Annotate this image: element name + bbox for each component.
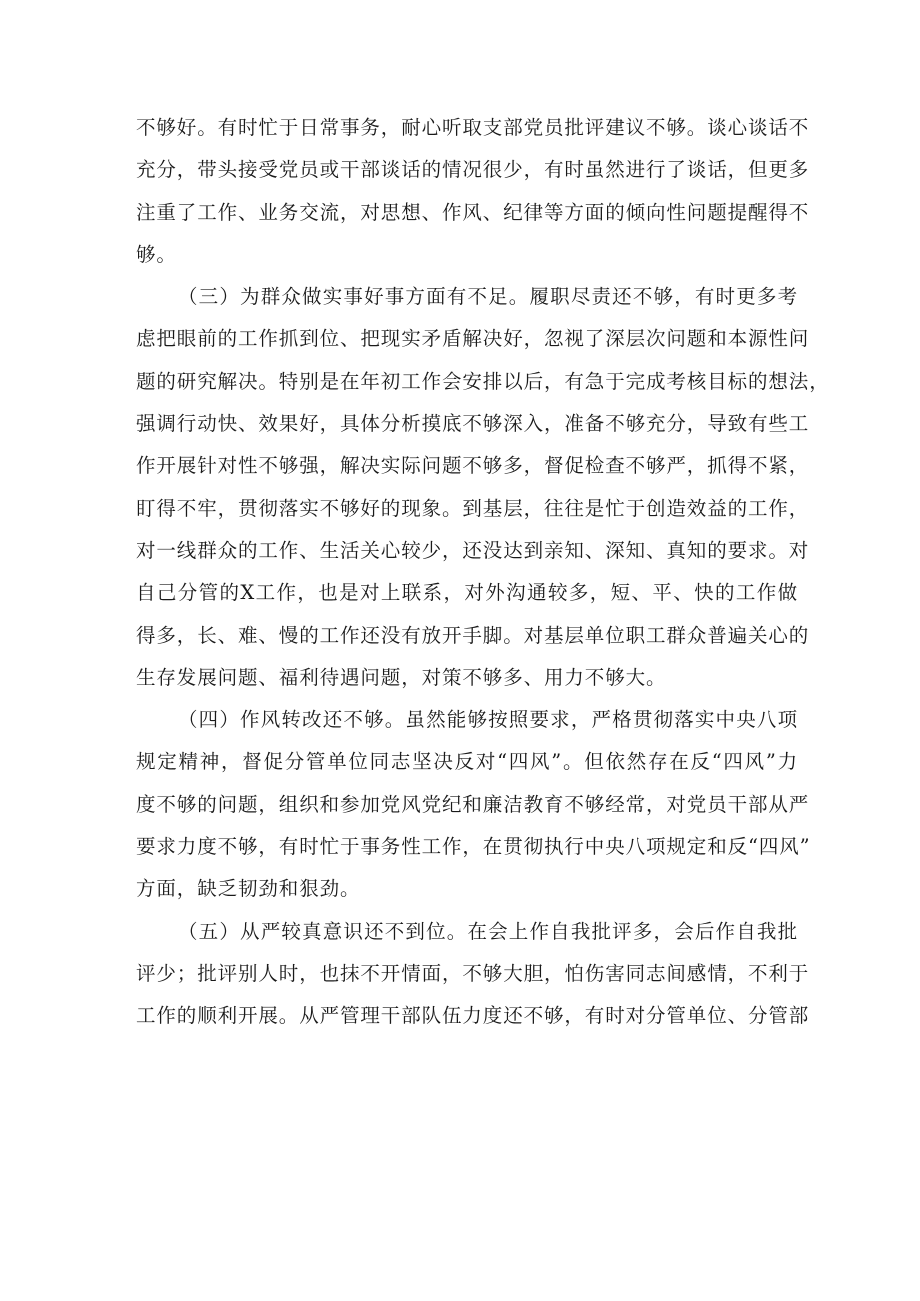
text-line: 评少；批评别人时，也抹不开情面，不够大胆，怕伤害同志间感情，不利于 — [136, 961, 810, 985]
text-line: 作开展针对性不够强，解决实际问题不够多，督促检查不够严，抓得不紧， — [136, 454, 810, 478]
text-line: 自己分管的X工作，也是对上联系，对外沟通较多，短、平、快的工作做 — [136, 581, 798, 605]
section-heading-line: （三）为群众做实事好事方面有不足。履职尽责还不够，有时更多考 — [178, 285, 798, 309]
section-heading-line: （五）从严较真意识还不到位。在会上作自我批评多，会后作自我批 — [178, 919, 798, 943]
document-body — [136, 107, 830, 1038]
paragraph-section-3 — [136, 276, 830, 699]
text-line: 工作的顺利开展。从严管理干部队伍力度还不够，有时对分管单位、分管部 — [136, 1004, 810, 1028]
text-line: 盯得不牢，贯彻落实不够好的现象。到基层，往往是忙于创造效益的工作， — [136, 496, 810, 520]
text-line: 得多，长、难、慢的工作还没有放开手脚。对基层单位职工群众普遍关心的 — [136, 623, 810, 647]
text-line: 题的研究解决。特别是在年初工作会安排以后，有急于完成考核目标的想法， — [136, 369, 830, 393]
text-line: 虑把眼前的工作抓到位、把现实矛盾解决好，忽视了深层次问题和本源性问 — [136, 327, 810, 351]
text-line: 充分，带头接受党员或干部谈话的情况很少，有时虽然进行了谈话，但更多 — [136, 158, 810, 182]
section-heading-line: （四）作风转改还不够。虽然能够按照要求，严格贯彻落实中央八项 — [178, 708, 798, 732]
text-line: 生存发展问题、福利待遇问题，对策不够多、用力不够大。 — [136, 665, 667, 689]
text-line: 方面，缺乏韧劲和狠劲。 — [136, 877, 361, 901]
text-line: 度不够的问题，组织和参加党风党纪和廉洁教育不够经常，对党员干部从严 — [136, 792, 810, 816]
text-line: 够。 — [136, 242, 177, 266]
paragraph-continuation — [136, 107, 810, 276]
text-line: 注重了工作、业务交流，对思想、作风、纪律等方面的倾向性问题提醒得不 — [136, 200, 810, 224]
text-line: 强调行动快、效果好，具体分析摸底不够深入，准备不够充分，导致有些工 — [136, 412, 810, 436]
paragraph-section-5 — [136, 911, 810, 1038]
paragraph-section-4 — [136, 699, 811, 910]
text-line: 对一线群众的工作、生活关心较少，还没达到亲知、深知、真知的要求。对 — [136, 538, 810, 562]
text-line: 不够好。有时忙于日常事务，耐心听取支部党员批评建议不够。谈心谈话不 — [136, 116, 810, 139]
text-line: 规定精神，督促分管单位同志坚决反对“四风”。但依然存在反“四风”力 — [136, 750, 798, 774]
text-line: 要求力度不够，有时忙于事务性工作，在贯彻执行中央八项规定和反“四风” — [136, 835, 811, 859]
